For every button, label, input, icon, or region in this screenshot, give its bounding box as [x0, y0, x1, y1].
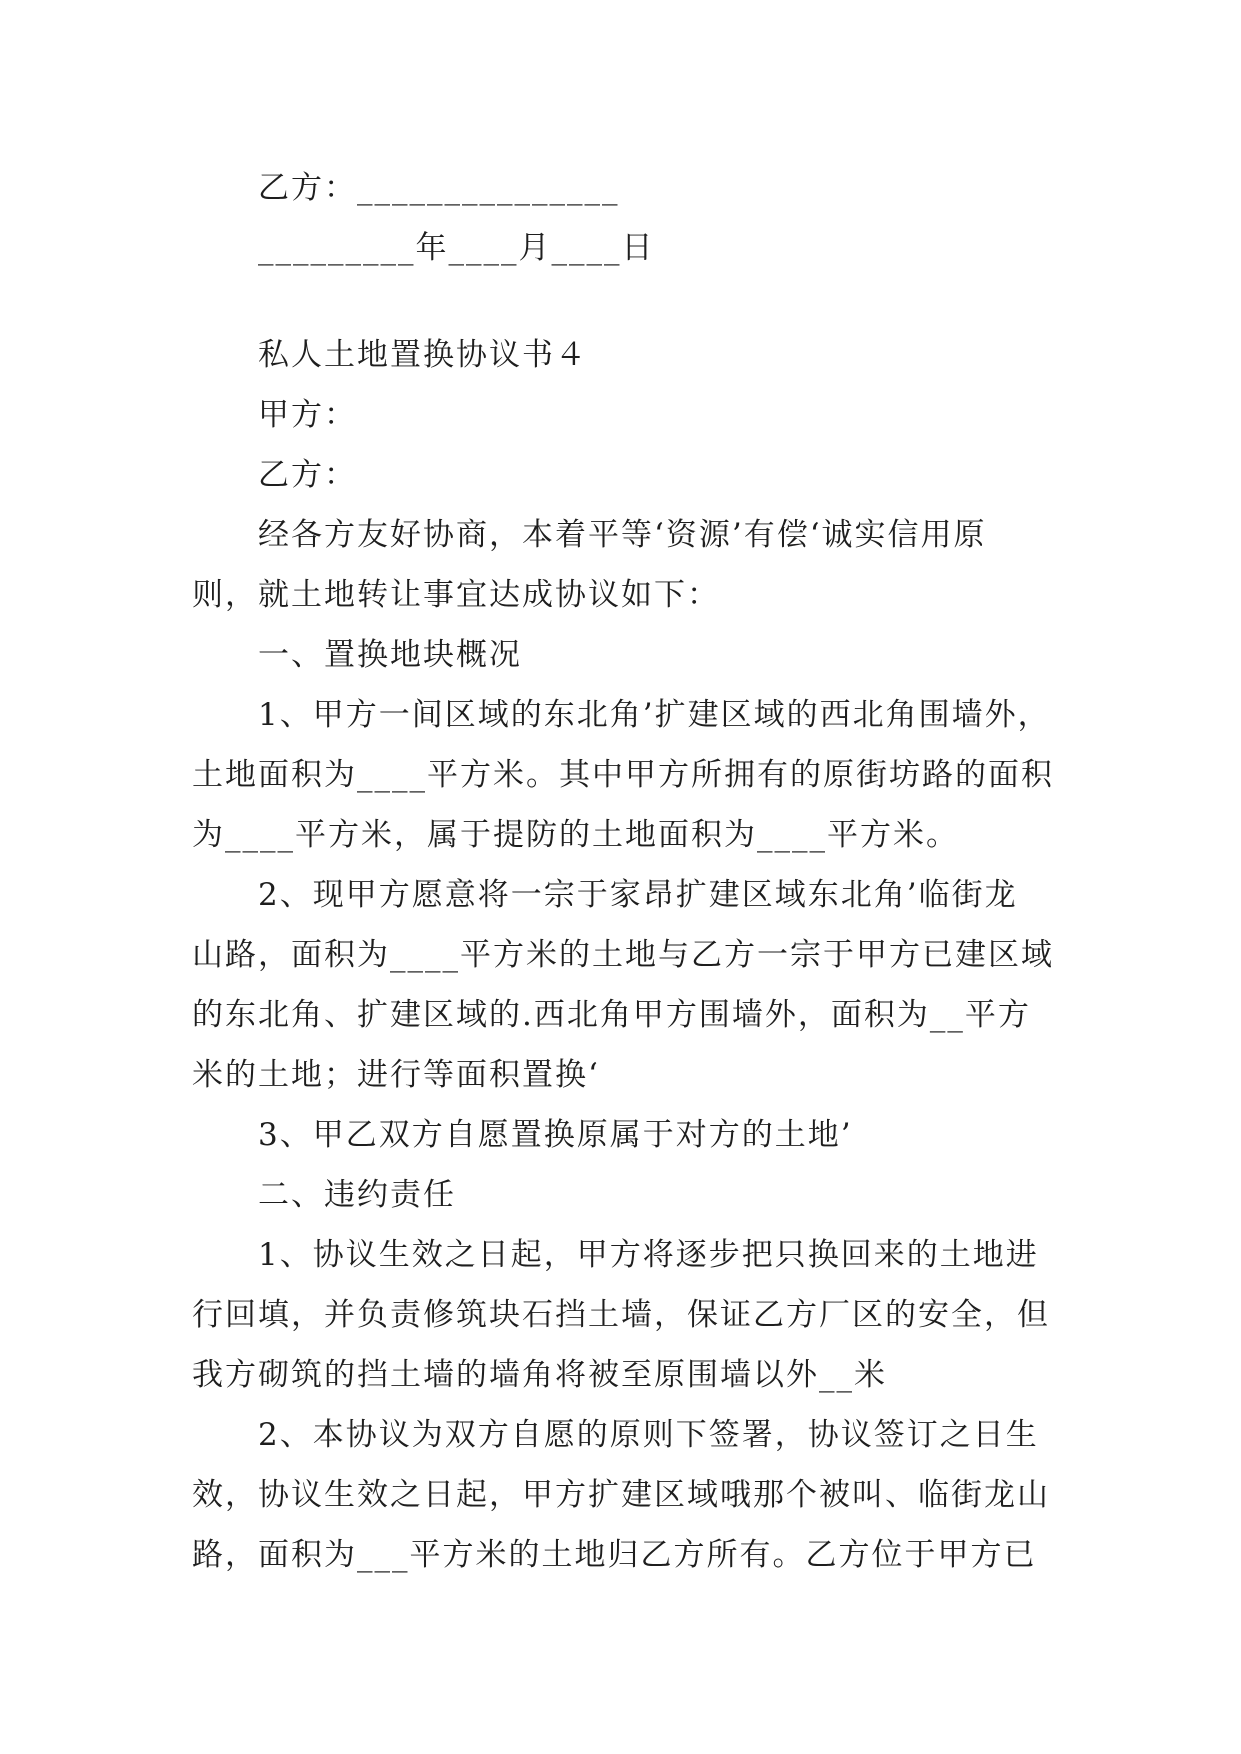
clause-line: 路，面积为___平方米的土地归乙方所有。乙方位于甲方已 [192, 1537, 1037, 1573]
preamble-line: 则，就土地转让事宜达成协议如下： [192, 577, 720, 613]
clause-line: 2、本协议为双方自愿的原则下签署，协议签订之日生 [258, 1417, 1039, 1453]
party-a-label: 甲方： [258, 397, 357, 433]
section-heading: 二、违约责任 [258, 1177, 456, 1213]
clause-line: 3、甲乙双方自愿置换原属于对方的土地’ [258, 1117, 853, 1153]
clause-line: 我方砌筑的挡土墙的墙角将被至原围墙以外__米 [192, 1357, 887, 1393]
clause-line: 1、甲方一间区域的东北角’扩建区域的西北角围墙外， [258, 697, 1051, 733]
clause-line: 米的土地；进行等面积置换‘ [192, 1057, 600, 1093]
clause-line: 2、现甲方愿意将一宗于家昂扩建区域东北角’临街龙 [258, 877, 1018, 913]
clause-line: 1、协议生效之日起，甲方将逐步把只换回来的土地进 [258, 1237, 1039, 1273]
clause-line: 土地面积为____平方米。其中甲方所拥有的原街坊路的面积 [192, 757, 1054, 793]
clause-line: 为____平方米，属于提防的土地面积为____平方米。 [192, 817, 959, 853]
clause-line: 的东北角、扩建区域的.西北角甲方围墙外，面积为__平方 [192, 997, 1031, 1033]
clause-line: 山路，面积为____平方米的土地与乙方一宗于甲方已建区域 [192, 937, 1054, 973]
clause-line: 效，协议生效之日起，甲方扩建区域哦那个被叫、临街龙山 [192, 1477, 1050, 1513]
clause-line: 行回填，并负责修筑块石挡土墙，保证乙方厂区的安全，但 [192, 1297, 1050, 1333]
section-heading: 一、置换地块概况 [258, 637, 522, 673]
party-b-label: 乙方： [258, 457, 357, 493]
party-b-signature-line: 乙方：_______________ [258, 170, 620, 206]
document-title: 私人土地置换协议书４ [258, 337, 588, 373]
date-line: _________年____月____日 [258, 230, 655, 266]
preamble-line: 经各方友好协商，本着平等‘资源’有偿‘诚实信用原 [258, 517, 987, 553]
